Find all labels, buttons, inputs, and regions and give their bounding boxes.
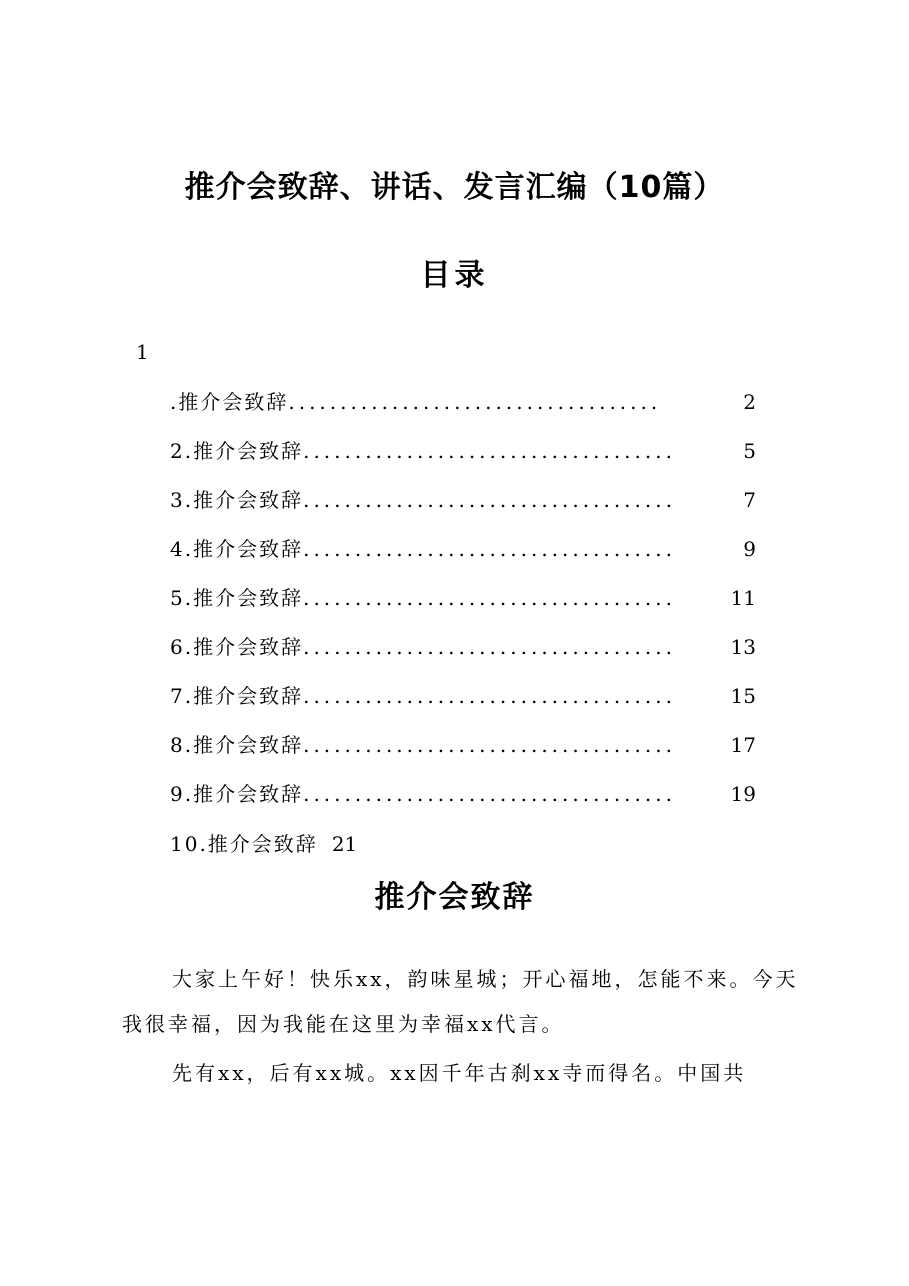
toc-entry[interactable]	[170, 680, 756, 729]
table-of-contents	[170, 386, 756, 827]
toc-entry-page: 11	[730, 586, 756, 610]
toc-entry-page: 17	[730, 733, 756, 757]
toc-entry[interactable]	[170, 778, 756, 827]
toc-entry-page: 2	[743, 390, 756, 414]
toc-index-number: 1	[136, 340, 149, 364]
toc-entry[interactable]	[170, 484, 756, 533]
toc-entry-label: 2.推介会致辞	[170, 439, 304, 463]
toc-entry-label: 5.推介会致辞	[170, 586, 304, 610]
toc-entry-label: 10.推介会致辞	[170, 832, 318, 856]
toc-entry-page: 7	[743, 488, 756, 512]
paragraph: 大家上午好！快乐xx，韵味星城；开心福地，怎能不来。今天我很幸福，因为我能在这里为幸福xx代言。	[122, 967, 799, 1036]
toc-entry-label: 3.推介会致辞	[170, 488, 304, 512]
toc-dot-leader: ....................................	[303, 537, 676, 561]
toc-entry[interactable]	[170, 582, 756, 631]
toc-entry[interactable]	[170, 386, 756, 435]
toc-entry-label: 9.推介会致辞	[170, 782, 304, 806]
toc-heading: 目录	[420, 258, 489, 293]
toc-entry-label: .推介会致辞	[170, 390, 289, 414]
toc-entry-page: 21	[331, 832, 358, 856]
toc-entry-page: 13	[730, 635, 756, 659]
toc-entry-page: 9	[743, 537, 756, 561]
body-text	[122, 957, 802, 1100]
toc-entry[interactable]	[170, 729, 756, 778]
toc-entry[interactable]	[170, 533, 756, 582]
toc-entry-page: 15	[730, 684, 756, 708]
toc-entry-label: 8.推介会致辞	[170, 733, 304, 757]
toc-dot-leader: ....................................	[303, 439, 676, 463]
toc-dot-leader: ....................................	[303, 488, 676, 512]
toc-entry[interactable]	[170, 631, 756, 680]
toc-dot-leader: ....................................	[288, 390, 662, 414]
toc-dot-leader: ....................................	[303, 635, 676, 659]
paragraph: 先有xx，后有xx城。xx因千年古刹xx寺而得名。中国共	[172, 1061, 747, 1085]
toc-dot-leader: ....................................	[303, 733, 676, 757]
toc-entry-label: 6.推介会致辞	[170, 635, 304, 659]
toc-entry-last[interactable]	[170, 828, 357, 857]
toc-entry[interactable]	[170, 435, 756, 484]
toc-entry-label: 4.推介会致辞	[170, 537, 304, 561]
toc-entry-page: 5	[743, 439, 756, 463]
document-title: 推介会致辞、讲话、发言汇编（10篇）	[184, 170, 725, 205]
section-heading: 推介会致辞	[374, 880, 535, 915]
toc-entry-page: 19	[730, 782, 756, 806]
toc-dot-leader: ....................................	[303, 684, 676, 708]
toc-entry-label: 7.推介会致辞	[170, 684, 304, 708]
toc-dot-leader: ....................................	[303, 782, 676, 806]
toc-dot-leader: ....................................	[303, 586, 676, 610]
